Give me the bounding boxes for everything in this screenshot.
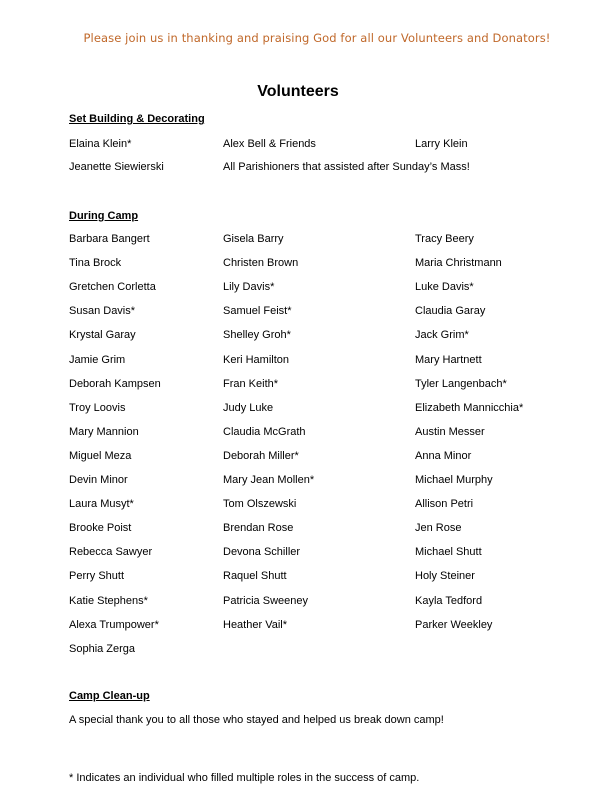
volunteer-name: Elizabeth Mannicchia* bbox=[415, 401, 524, 414]
volunteer-name: Gretchen Corletta bbox=[69, 281, 156, 294]
volunteer-name: Laura Musyt* bbox=[69, 498, 134, 511]
volunteer-name: Tina Brock bbox=[69, 257, 122, 270]
volunteer-name: Holy Steiner bbox=[415, 570, 475, 583]
volunteer-name: Sophia Zerga bbox=[69, 642, 136, 655]
volunteer-name: Mary Mannion bbox=[69, 425, 139, 438]
volunteer-name: Raquel Shutt bbox=[223, 570, 287, 583]
volunteer-name: Krystal Garay bbox=[69, 329, 136, 342]
volunteer-name: Keri Hamilton bbox=[223, 353, 290, 366]
volunteer-name: Anna Minor bbox=[415, 449, 472, 462]
thank-you-banner: Please join us in thanking and praising God for all our Volunteers and Donators! bbox=[83, 31, 551, 45]
volunteer-name: Kayla Tedford bbox=[415, 594, 483, 607]
volunteer-name: Barbara Bangert bbox=[69, 233, 150, 245]
volunteer-name: Elaina Klein* bbox=[69, 138, 132, 150]
volunteer-name: Mary Hartnett bbox=[415, 353, 482, 366]
volunteer-name: Mary Jean Mollen* bbox=[223, 474, 315, 486]
volunteer-name: Samuel Feist* bbox=[223, 305, 292, 318]
volunteer-name: Gisela Barry bbox=[223, 233, 284, 245]
volunteer-name: Alexa Trumpower* bbox=[69, 618, 159, 631]
section-heading-camp-clean-up: Camp Clean-up bbox=[69, 690, 150, 702]
volunteer-name: Heather Vail* bbox=[223, 618, 287, 631]
volunteer-name: Claudia McGrath bbox=[223, 425, 306, 438]
volunteer-name: Luke Davis* bbox=[415, 281, 474, 294]
section-heading-during-camp: During Camp bbox=[69, 210, 139, 222]
volunteer-name: Alex Bell & Friends bbox=[223, 138, 316, 150]
volunteer-name: All Parishioners that assisted after Sunday’s Mass! bbox=[223, 161, 470, 173]
volunteer-name: Christen Brown bbox=[223, 257, 299, 270]
volunteer-name: Jamie Grim bbox=[69, 353, 126, 366]
volunteer-name: Deborah Miller* bbox=[223, 449, 299, 462]
volunteer-name: Rebecca Sawyer bbox=[69, 546, 153, 559]
volunteer-name: Michael Murphy bbox=[415, 474, 493, 486]
volunteer-name: Patricia Sweeney bbox=[223, 594, 308, 607]
volunteer-name: Jen Rose bbox=[415, 522, 462, 535]
volunteer-name: Jeanette Siewierski bbox=[69, 161, 164, 173]
volunteer-name: Shelley Groh* bbox=[223, 329, 291, 342]
volunteer-name: Claudia Garay bbox=[415, 305, 486, 318]
volunteer-name: Fran Keith* bbox=[223, 377, 279, 390]
volunteer-name: Miguel Meza bbox=[69, 449, 132, 462]
volunteer-name: Tyler Langenbach* bbox=[415, 377, 507, 390]
volunteer-name: Devona Schiller bbox=[223, 546, 301, 559]
volunteer-name: Austin Messer bbox=[415, 425, 485, 438]
volunteer-name: Michael Shutt bbox=[415, 546, 482, 559]
volunteer-name: Judy Luke bbox=[223, 401, 274, 414]
volunteer-name: Allison Petri bbox=[415, 498, 474, 511]
volunteer-name: Tom Olszewski bbox=[223, 498, 297, 511]
volunteer-name: Katie Stephens* bbox=[69, 594, 148, 607]
volunteer-name: Larry Klein bbox=[415, 138, 468, 150]
volunteer-name: Brendan Rose bbox=[223, 522, 294, 535]
clean-up-note: A special thank you to all those who stayed and helped us break down camp! bbox=[69, 714, 444, 726]
volunteer-name: Lily Davis* bbox=[223, 281, 275, 294]
volunteer-name: Jack Grim* bbox=[415, 329, 469, 342]
volunteer-name: Parker Weekley bbox=[415, 618, 493, 631]
volunteer-name: Susan Davis* bbox=[69, 305, 136, 318]
volunteer-name: Maria Christmann bbox=[415, 257, 502, 270]
page-title: Volunteers bbox=[257, 83, 339, 100]
volunteer-name: Tracy Beery bbox=[415, 233, 474, 245]
volunteer-name: Deborah Kampsen bbox=[69, 377, 161, 390]
volunteer-name: Devin Minor bbox=[69, 474, 128, 486]
volunteer-name: Perry Shutt bbox=[69, 570, 125, 583]
footnote: * Indicates an individual who filled multiple roles in the success of camp. bbox=[69, 772, 420, 784]
volunteer-name: Brooke Poist bbox=[69, 522, 132, 535]
section-heading-set-building: Set Building & Decorating bbox=[69, 113, 205, 125]
volunteer-name: Troy Loovis bbox=[69, 401, 126, 414]
